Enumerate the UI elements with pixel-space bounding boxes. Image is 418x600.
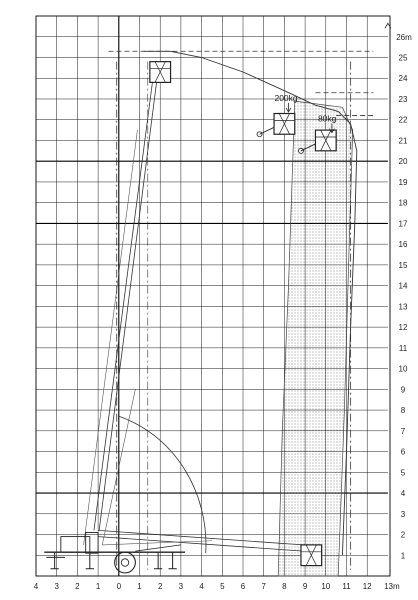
y-tick-label: 22 [398,115,408,125]
x-tick-label: 4 [33,582,39,591]
x-unit-label: 13m [384,582,400,591]
x-tick-label: 0 [116,582,122,591]
x-tick-label: 7 [261,582,266,591]
x-tick-label: 2 [157,582,163,591]
y-tick-label: 25 [398,53,408,63]
y-tick-label: 7 [400,426,406,436]
y-tick-label: 11 [398,343,408,353]
x-tick-label: 1 [95,582,101,591]
y-tick-label: 3 [400,509,406,519]
x-tick-label: 9 [302,582,308,591]
x-tick-label: 3 [178,582,184,591]
y-tick-label: 15 [398,260,408,270]
x-tick-label: 1 [137,582,142,591]
load-label: 80kg [317,113,337,124]
y-tick-label: 6 [400,447,406,457]
y-tick-label: 10 [398,364,408,374]
y-tick-label: 14 [398,281,408,291]
y-tick-label: 23 [398,94,408,104]
y-tick-label: 19 [398,177,408,187]
y-tick-label: 17 [398,219,408,229]
y-tick-label: 16 [398,240,408,250]
x-tick-label: 6 [240,582,246,591]
y-tick-label: 20 [398,157,408,167]
x-tick-label: 12 [362,582,372,591]
x-tick-label: 10 [321,582,331,591]
y-tick-label: 1 [400,551,406,561]
y-tick-label: 8 [400,406,406,416]
x-tick-label: 11 [342,582,351,591]
y-tick-label: 13 [398,302,408,312]
y-tick-label: 5 [400,468,406,478]
y-tick-label: 2 [400,530,406,540]
y-tick-label: 12 [398,323,408,333]
y-tick-label: 4 [400,489,406,499]
x-tick-label: 4 [199,582,204,591]
y-tick-label: 18 [398,198,408,208]
x-tick-label: 2 [75,582,80,591]
load-label: 200kg [274,92,298,103]
x-tick-label: 8 [282,582,287,591]
y-unit-label: 26m [396,32,412,42]
y-tick-label: 9 [400,385,406,395]
y-tick-label: 21 [398,136,408,146]
y-tick-label: 24 [398,74,408,84]
x-tick-label: 3 [54,582,59,591]
x-tick-label: 5 [220,582,225,591]
